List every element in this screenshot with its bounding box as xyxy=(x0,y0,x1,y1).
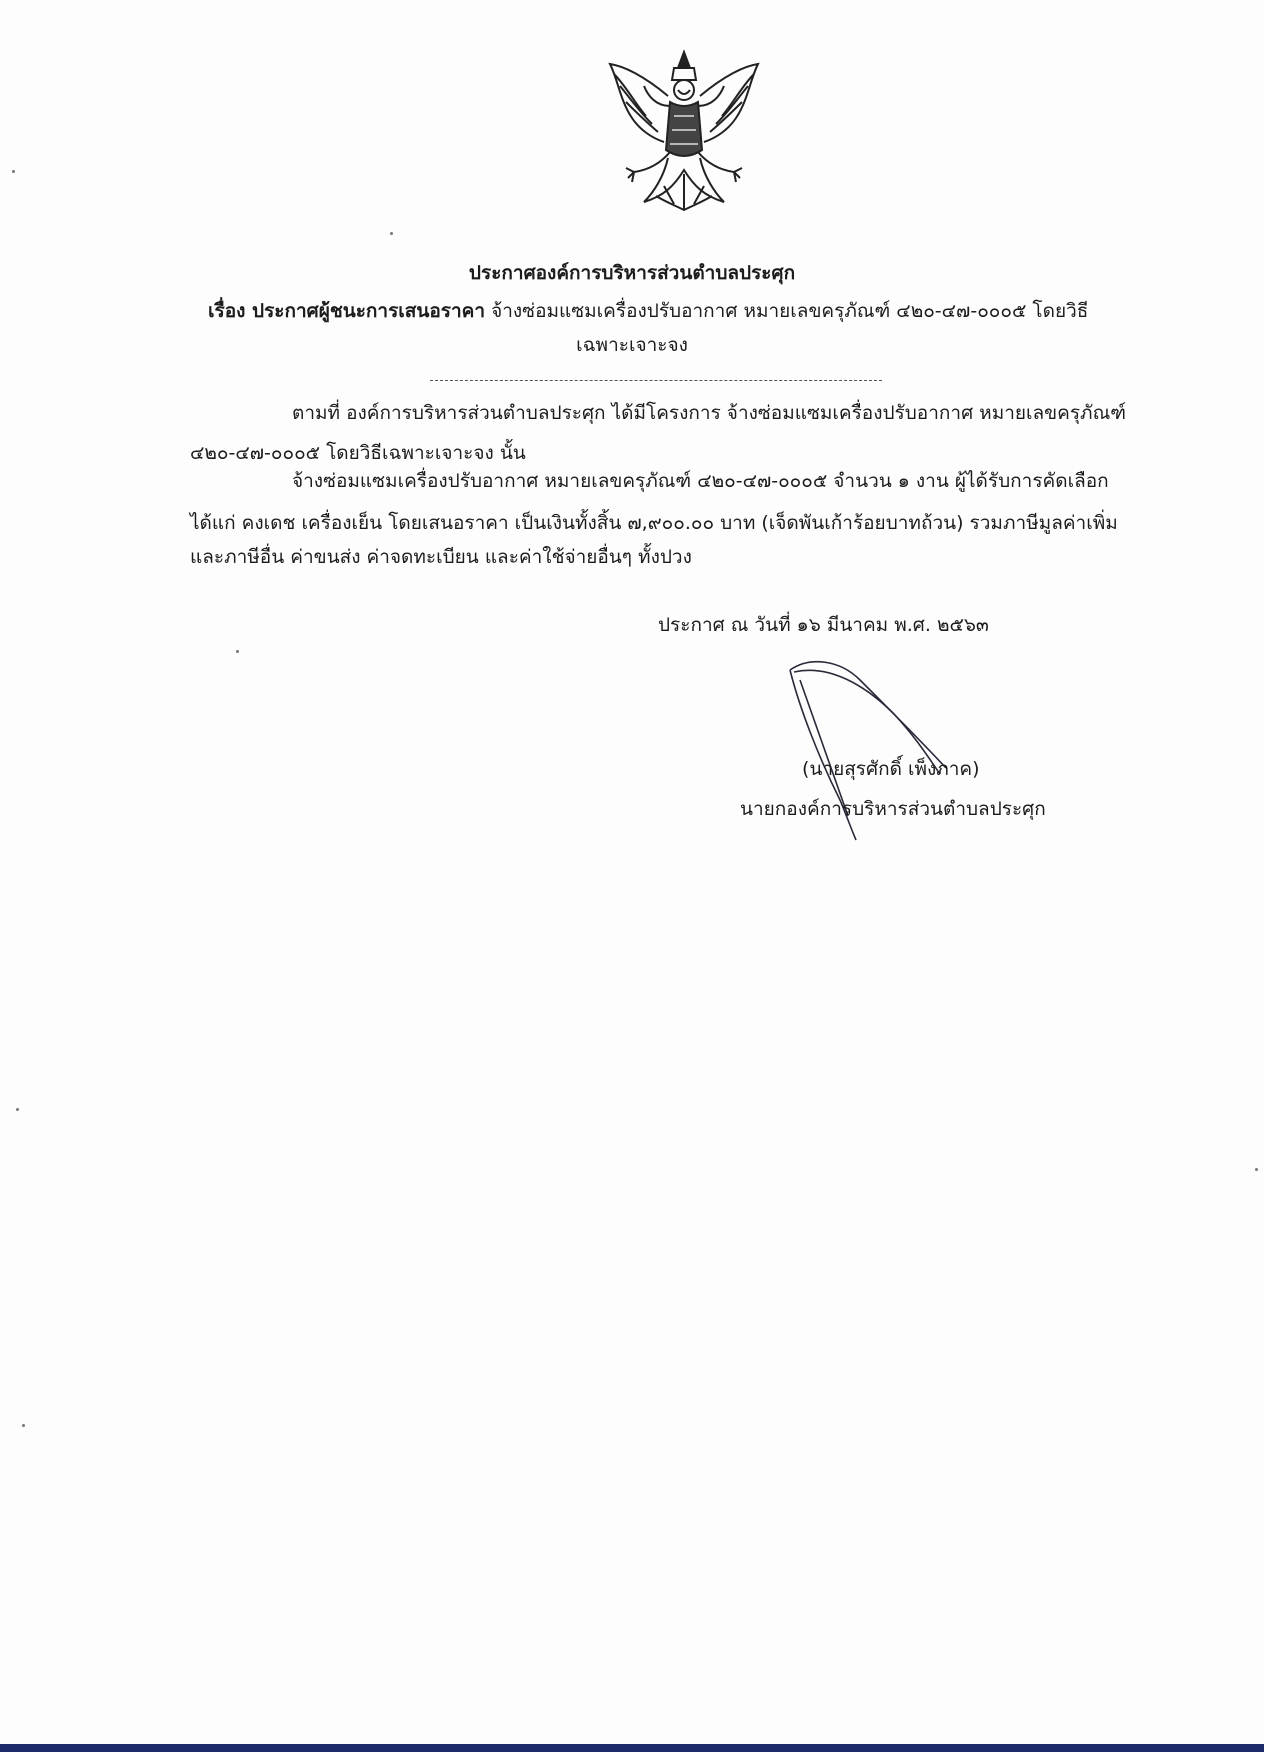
scan-speck xyxy=(1255,1168,1258,1171)
scan-speck xyxy=(236,650,239,653)
signer-position: นายกองค์การบริหารส่วนตำบลประศุก xyxy=(740,798,1046,820)
divider-line xyxy=(430,380,882,381)
subject-text: จ้างซ่อมแซมเครื่องปรับอากาศ หมายเลขครุภัณฑ์ ๔๒๐-๔๗-๐๐๐๕ โดยวิธี xyxy=(485,300,1089,322)
garuda-emblem-icon xyxy=(604,46,764,216)
scan-speck xyxy=(22,1424,25,1427)
scan-speck xyxy=(12,170,15,173)
paragraph-1-line-1: ตามที่ องค์การบริหารส่วนตำบลประศุก ได้มีโครงการ จ้างซ่อมแซมเครื่องปรับอากาศ หมายเลขครุภัณฑ์ xyxy=(292,402,1126,424)
document-title: ประกาศองค์การบริหารส่วนตำบลประศุก xyxy=(468,262,796,284)
subject-line-2: เฉพาะเจาะจง xyxy=(576,334,688,356)
subject-line xyxy=(208,298,1088,324)
signer-name: (นายสุรศักดิ์ เพ็งภาค) xyxy=(802,758,980,780)
scan-bottom-band xyxy=(0,1744,1264,1752)
paragraph-2-line-2: ได้แก่ คงเดช เครื่องเย็น โดยเสนอราคา เป็นเงินทั้งสิ้น ๗,๙๐๐.๐๐ บาท (เจ็ดพันเก้าร้อยบาทถ้วน) รวมภาษีมูลค่าเพิ่ม xyxy=(190,512,1118,534)
paragraph-1-line-2: ๔๒๐-๔๗-๐๐๐๕ โดยวิธีเฉพาะเจาะจง นั้น xyxy=(190,442,526,464)
scan-speck xyxy=(390,232,393,235)
announcement-date: ประกาศ ณ วันที่ ๑๖ มีนาคม พ.ศ. ๒๕๖๓ xyxy=(658,614,989,636)
subject-label: เรื่อง ประกาศผู้ชนะการเสนอราคา xyxy=(208,300,486,322)
paragraph-2-line-3: และภาษีอื่น ค่าขนส่ง ค่าจดทะเบียน และค่าใช้จ่ายอื่นๆ ทั้งปวง xyxy=(190,546,692,568)
scan-speck xyxy=(16,1108,19,1111)
paragraph-2-line-1: จ้างซ่อมแซมเครื่องปรับอากาศ หมายเลขครุภัณฑ์ ๔๒๐-๔๗-๐๐๐๕ จำนวน ๑ งาน ผู้ได้รับการคัดเลือก xyxy=(292,470,1109,492)
